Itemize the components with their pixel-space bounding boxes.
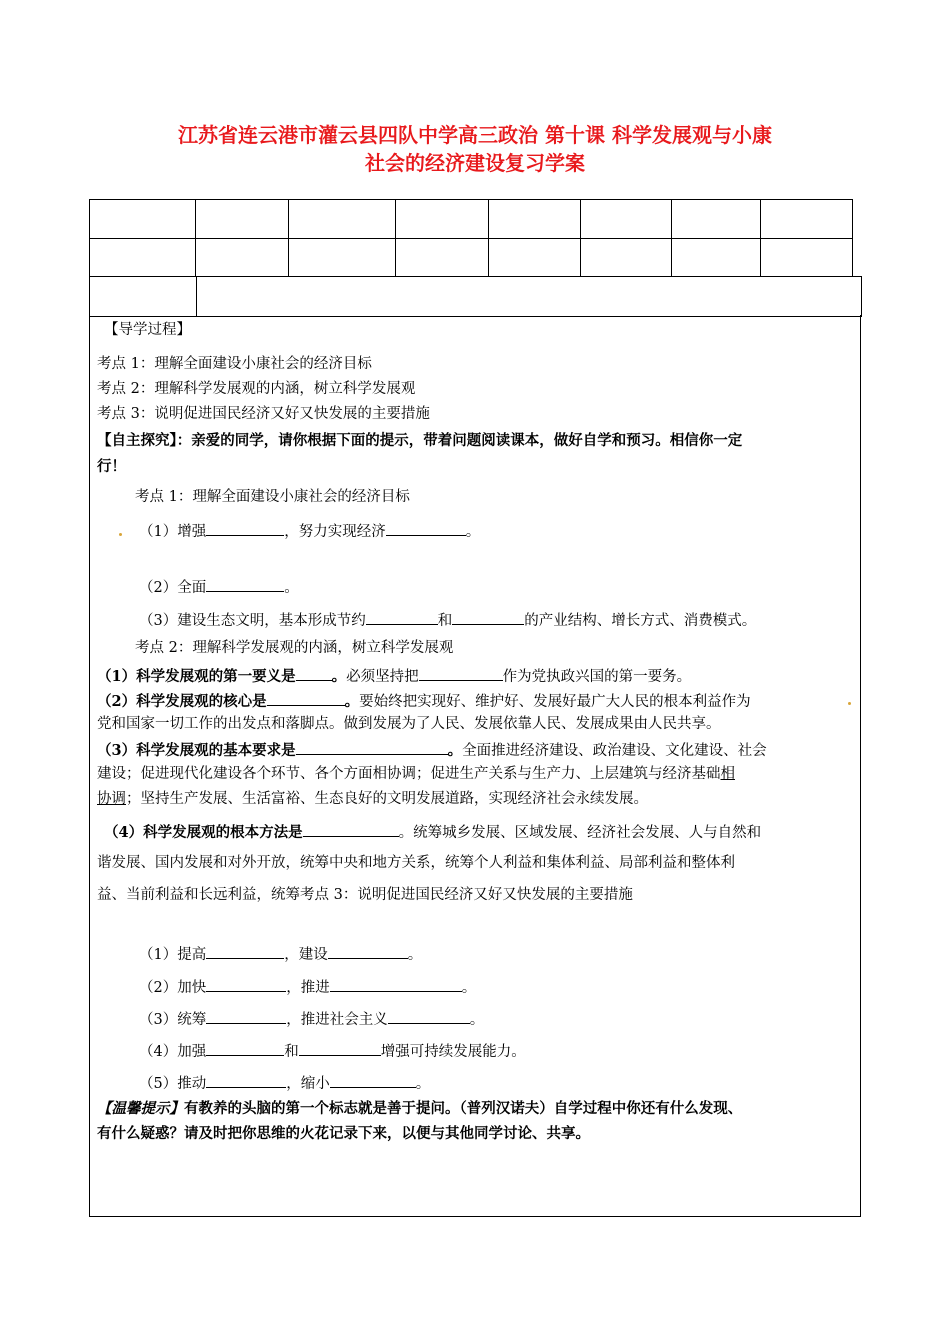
grid-cell xyxy=(489,239,581,277)
grid-cell xyxy=(671,200,760,239)
fill-blank[interactable] xyxy=(267,690,345,706)
section-3-item-3: （3）统筹 ，推进社会主义 。 xyxy=(139,1008,484,1030)
section-2-heading: 考点 2：理解科学发展观的内涵，树立科学发展观 xyxy=(135,640,454,656)
section-2-point-4-cont-2: 益、当前利益和长远利益，统筹考点 3：说明促进国民经济又好又快发展的主要措施 xyxy=(97,887,633,903)
fill-blank[interactable] xyxy=(386,520,466,536)
fill-blank[interactable] xyxy=(303,821,399,837)
fill-blank[interactable] xyxy=(206,1008,286,1024)
grid-cell xyxy=(396,239,489,277)
grid-cell xyxy=(197,277,862,317)
fill-blank[interactable] xyxy=(206,1040,284,1056)
guide-heading: 【导学过程】 xyxy=(104,322,191,338)
fill-blank[interactable] xyxy=(452,609,524,625)
grid-cell xyxy=(581,200,671,239)
section-2-point-3: （3）科学发展观的基本要求是 。全面推进经济建设、政治建设、文化建设、社会 xyxy=(97,739,767,761)
section-2-point-2-cont: 党和国家一切工作的出发点和落脚点。做到发展为了人民、发展依靠人民、发展成果由人民共享。 xyxy=(97,716,721,732)
guide-point-3: 考点 3：说明促进国民经济又好又快发展的主要措施 xyxy=(97,406,430,422)
fill-blank[interactable] xyxy=(206,976,286,992)
grid-cell xyxy=(581,239,671,277)
grid-cell xyxy=(289,239,396,277)
grid-cell xyxy=(90,277,197,317)
explore-intro-line-2: 行！ xyxy=(97,458,126,475)
guide-point-2: 考点 2：理解科学发展观的内涵，树立科学发展观 xyxy=(97,381,416,397)
fill-blank[interactable] xyxy=(328,943,408,959)
fill-blank[interactable] xyxy=(299,1040,381,1056)
fill-blank[interactable] xyxy=(388,1008,470,1024)
section-1-heading: 考点 1：理解全面建设小康社会的经济目标 xyxy=(135,489,410,505)
document-title-line-1: 江苏省连云港市灌云县四队中学高三政治 第十课 科学发展观与小康 xyxy=(178,123,772,147)
decorative-dot xyxy=(848,702,851,705)
section-1-item-1: （1）增强 ，努力实现经济 。 xyxy=(139,520,480,542)
warm-tip-line-1: 【温馨提示】有教养的头脑的第一个标志就是善于提问。（普列汉诺夫）自学过程中你还有什么发现、 xyxy=(97,1100,743,1117)
header-grid xyxy=(89,199,853,277)
warm-tip-label: 【温馨提示】 xyxy=(97,1100,184,1117)
fill-blank[interactable] xyxy=(206,943,284,959)
warm-tip-line-2: 有什么疑惑？请及时把你思维的火花记录下来，以便与其他同学讨论、共享。 xyxy=(97,1125,590,1142)
grid-cell xyxy=(196,239,289,277)
fill-blank[interactable] xyxy=(330,976,462,992)
grid-cell xyxy=(90,239,196,277)
grid-cell xyxy=(196,200,289,239)
section-3-item-4: （4）加强 和 增强可持续发展能力。 xyxy=(139,1040,526,1062)
section-2-point-2: （2）科学发展观的核心是 。要始终把实现好、维护好、发展好最广大人民的根本利益作为 xyxy=(97,690,751,712)
grid-cell xyxy=(489,200,581,239)
fill-blank[interactable] xyxy=(419,665,503,681)
section-2-point-4-cont: 谐发展、国内发展和对外开放，统筹中央和地方关系，统筹个人利益和集体利益、局部利益和整体利 xyxy=(97,855,735,871)
section-2-point-3-cont: 建设；促进现代化建设各个环节、各个方面相协调；促进生产关系与生产力、上层建筑与经济基础相 xyxy=(97,766,735,782)
grid-cell xyxy=(289,200,396,239)
decorative-dot xyxy=(119,533,122,536)
section-3-item-5: （5）推动 ，缩小 。 xyxy=(139,1072,430,1094)
fill-blank[interactable] xyxy=(296,665,332,681)
grid-cell xyxy=(760,239,852,277)
fill-blank[interactable] xyxy=(206,1072,286,1088)
document-title-line-2: 社会的经济建设复习学案 xyxy=(365,151,585,175)
fill-blank[interactable] xyxy=(296,739,448,755)
section-3-item-2: （2）加快 ，推进 。 xyxy=(139,976,476,998)
guide-point-1: 考点 1：理解全面建设小康社会的经济目标 xyxy=(97,356,372,372)
fill-blank[interactable] xyxy=(206,520,284,536)
fill-blank[interactable] xyxy=(206,576,284,592)
section-1-item-3: （3）建设生态文明，基本形成节约 和 的产业结构、增长方式、消费模式。 xyxy=(139,609,756,631)
grid-cell xyxy=(760,200,852,239)
header-grid-row-3 xyxy=(89,276,862,317)
section-2-point-4: （4）科学发展观的根本方法是 。统筹城乡发展、区域发展、经济社会发展、人与自然和 xyxy=(104,821,761,843)
grid-cell xyxy=(671,239,760,277)
grid-cell xyxy=(90,200,196,239)
section-2-point-3-cont-2: 协调；坚持生产发展、生活富裕、生态良好的文明发展道路，实现经济社会永续发展。 xyxy=(97,791,648,807)
section-3-item-1: （1）提高 ，建设 。 xyxy=(139,943,422,965)
explore-intro-line-1: 【自主探究】：亲爱的同学，请你根据下面的提示，带着问题阅读课本，做好自学和预习。相信你一定 xyxy=(97,432,743,449)
fill-blank[interactable] xyxy=(366,609,438,625)
grid-cell xyxy=(396,200,489,239)
section-1-item-2: （2）全面 。 xyxy=(139,576,299,598)
section-2-point-1: （1）科学发展观的第一要义是 。必须坚持把 作为党执政兴国的第一要务。 xyxy=(97,665,691,687)
fill-blank[interactable] xyxy=(330,1072,416,1088)
